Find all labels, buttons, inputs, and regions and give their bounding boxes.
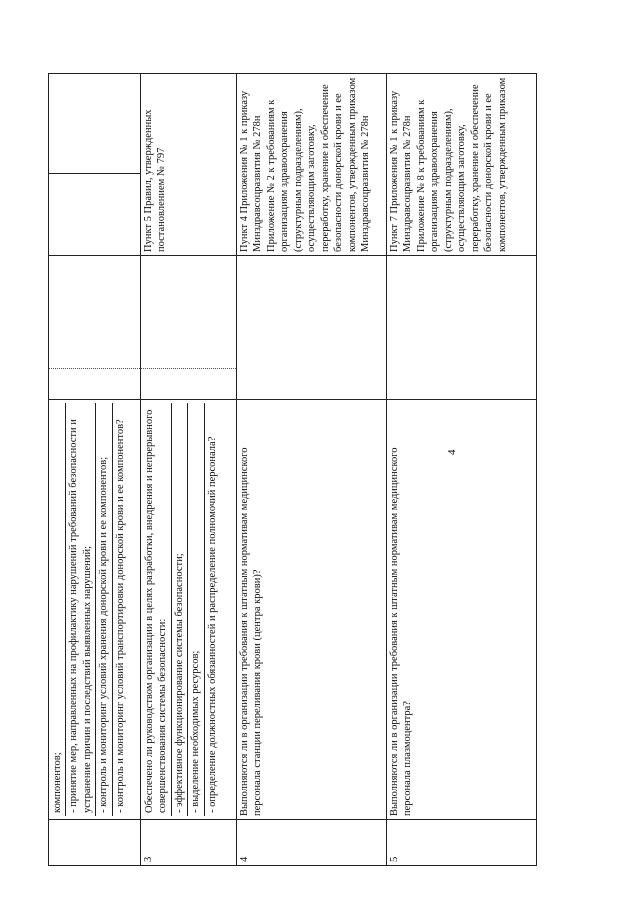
table-row	[49, 74, 141, 866]
question-cell: Выполняются ли в организации требования к штатным нормативам медицинского персонала станции переливания крови (центра крови)?	[237, 400, 387, 820]
row-number	[49, 820, 141, 866]
page-number: 4	[446, 449, 458, 455]
note-cell	[49, 74, 141, 174]
question-line: Обеспечено ли руководством организации в целях разработки, внедрения и непрерывного совершенствования системы безопасности:	[142, 403, 172, 816]
table-row	[141, 74, 237, 866]
question-line: компонентов;	[50, 403, 66, 816]
reference-cell	[49, 174, 141, 256]
row-number: 4	[237, 820, 387, 866]
question-cell	[49, 400, 141, 820]
reference-cell: Пункт 5 Правил, утвержденных постановлением № 797	[141, 74, 237, 256]
question-line: - контроль и мониторинг условий хранения донорской крови и ее компонентов;	[96, 403, 112, 816]
rotated-page-content	[48, 74, 508, 866]
question-line: - принятие мер, направленных на профилактику нарушений требований безопасности и устранение причин и последствий выявленных нарушений;	[66, 403, 96, 816]
question-line: - определение должностных обязанностей и распределение полномочий персонала?	[206, 436, 218, 813]
row-number: 5	[387, 820, 537, 866]
question-line: - контроль и мониторинг условий транспортировки донорской крови и ее компонентов?	[114, 419, 126, 813]
answer-cell	[141, 256, 237, 400]
checklist-table	[48, 73, 537, 866]
row-number: 3	[141, 820, 237, 866]
table-row	[387, 74, 537, 866]
question-cell: Выполняются ли в организации требования к штатным нормативам медицинского персонала плазмоцентра?	[387, 400, 537, 820]
answer-cell	[387, 256, 537, 400]
answer-cell	[49, 256, 141, 400]
question-line: - эффективное функционирование системы безопасности;	[172, 403, 188, 816]
question-line: - выделение необходимых ресурсов;	[188, 403, 204, 816]
reference-cell: Пункт 4 Приложения № 1 к приказу Минздравсоцразвития № 278н Приложение № 2 к требованиям к организациям здравоохранения (структурным подразделениям), осуществляющим заготовку, переработку, хранение и обеспечение безопасности донорской крови и ее компонентов, утвержденным приказом Минздравсоцразвития № 278н	[237, 74, 387, 256]
reference-cell: Пункт 7 Приложения № 1 к приказу Минздравсоцразвития № 278н Приложение № 8 к требованиям к организациям здравоохранения (структурным подразделениям), осуществляющим заготовку, переработку, хранение и обеспечение безопасности донорской крови и ее компонентов, утвержденным приказом	[387, 74, 537, 256]
table-row	[237, 74, 387, 866]
answer-cell	[237, 256, 387, 400]
question-cell	[141, 400, 237, 820]
